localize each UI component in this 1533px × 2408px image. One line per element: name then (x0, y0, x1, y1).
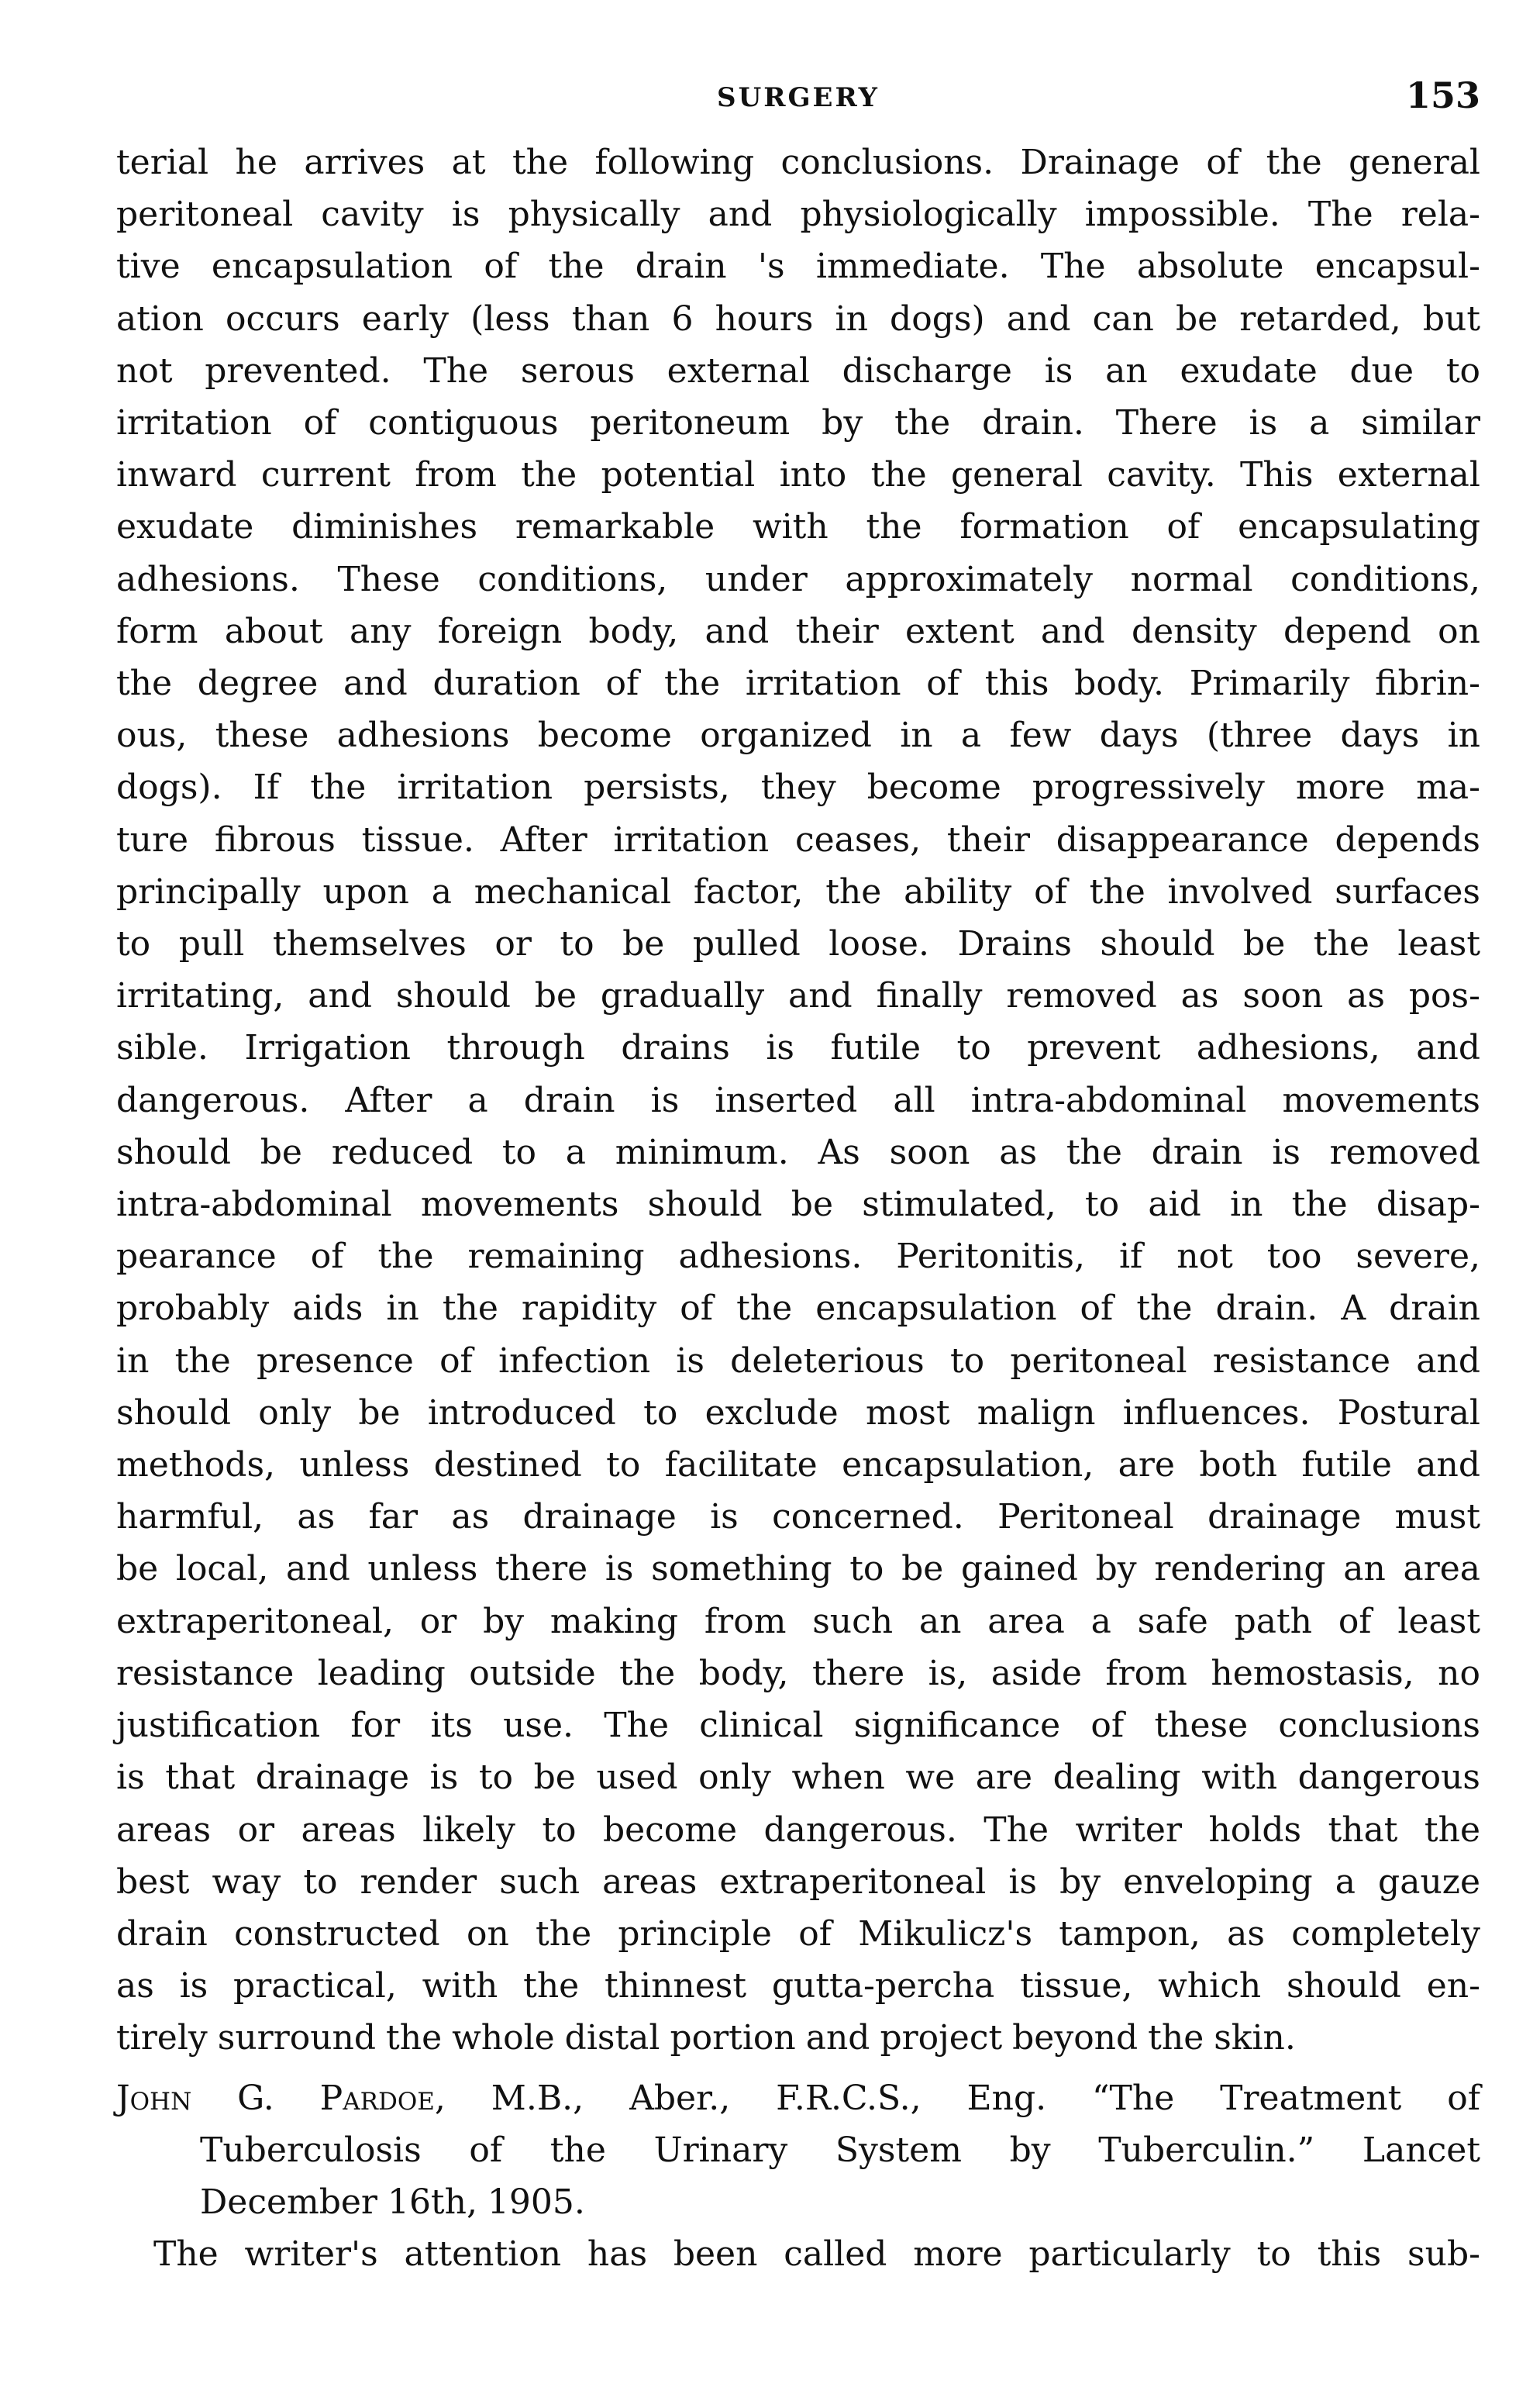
text-line: drain constructed on the principle of Mikulicz's tampon, as completely (116, 1913, 1480, 1954)
page-number: 153 (1405, 74, 1480, 116)
text-line: intra-abdominal movements should be stimulated, to aid in the disap- (116, 1185, 1480, 1225)
text-line: ture fibrous tissue. After irritation ceases, their disappearance depends (116, 819, 1480, 860)
text-line: ous, these adhesions become organized in a few days (three days in (116, 716, 1480, 756)
text-line: sible. Irrigation through drains is futile to prevent adhesions, and (116, 1028, 1480, 1068)
paragraph-start: The writer's attention has been called more particularly to this sub- (153, 2234, 1480, 2275)
text-line: exudate diminishes remarkable with the formation of encapsulating (116, 507, 1480, 547)
text-line: the degree and duration of the irritation of this body. Primarily fibrin- (116, 664, 1480, 704)
reference-line-2: Tuberculosis of the Urinary System by Tuberculin.” Lancet (200, 2130, 1480, 2170)
text-line: is that drainage is to be used only when we are dealing with dangerous (116, 1758, 1480, 1798)
text-line: tive encapsulation of the drain 's immediate. The absolute encapsul- (116, 247, 1480, 287)
text-line: adhesions. These conditions, under approximately normal conditions, (116, 559, 1480, 599)
text-line: probably aids in the rapidity of the encapsulation of the drain. A drain (116, 1289, 1480, 1329)
reference-line-3: December 16th, 1905. (200, 2182, 585, 2222)
text-line: inward current from the potential into the general cavity. This external (116, 455, 1480, 495)
reference-credentials-title: , M.B., Aber., F.R.C.S., Eng. “The Treatment of (434, 2078, 1481, 2118)
text-line: not prevented. The serous external discharge is an exudate due to (116, 350, 1480, 391)
text-line: be local, and unless there is something to be gained by rendering an area (116, 1549, 1480, 1589)
text-line: in the presence of infection is deleterious to peritoneal resistance and (116, 1340, 1480, 1381)
text-line: dogs). If the irritation persists, they become progressively more ma- (116, 768, 1480, 808)
body-text (116, 136, 1480, 2280)
text-line: best way to render such areas extraperitoneal is by enveloping a gauze (116, 1861, 1480, 1902)
text-line: pearance of the remaining adhesions. Peritonitis, if not too severe, (116, 1237, 1480, 1277)
text-line: peritoneal cavity is physically and physiologically impossible. The rela- (116, 195, 1480, 235)
text-line: irritating, and should be gradually and finally removed as soon as pos- (116, 976, 1480, 1016)
text-line: methods, unless destined to facilitate encapsulation, are both futile and (116, 1445, 1480, 1485)
running-head (116, 71, 1480, 126)
text-line: ation occurs early (less than 6 hours in dogs) and can be retarded, but (116, 298, 1480, 339)
text-line: to pull themselves or to be pulled loose. Drains should be the least (116, 924, 1480, 964)
text-line: harmful, as far as drainage is concerned. Peritoneal drainage must (116, 1497, 1480, 1537)
text-line: dangerous. After a drain is inserted all intra-abdominal movements (116, 1080, 1480, 1120)
text-line: resistance leading outside the body, there is, aside from hemostasis, no (116, 1653, 1480, 1693)
paragraph-drainage-conclusions (116, 136, 1480, 2065)
text-line: form about any foreign body, and their extent and density depend on (116, 611, 1480, 651)
reference-author: John G. Pardoe (116, 2078, 435, 2118)
text-line: as is practical, with the thinnest gutta-percha tissue, which should en- (116, 1966, 1480, 2006)
text-line: should only be introduced to exclude most malign influences. Postural (116, 1392, 1480, 1433)
bibliographic-reference (116, 2072, 1480, 2229)
running-title: SURGERY (717, 82, 880, 113)
text-line: extraperitoneal, or by making from such an area a safe path of least (116, 1601, 1480, 1641)
reference-line-1 (116, 2072, 1480, 2124)
text-line: principally upon a mechanical factor, the ability of the involved surfaces (116, 871, 1480, 912)
text-line: should be reduced to a minimum. As soon as the drain is removed (116, 1132, 1480, 1172)
text-line: terial he arrives at the following conclusions. Drainage of the general (116, 143, 1480, 182)
text-line: tirely surround the whole distal portion and project beyond the skin. (116, 2018, 1296, 2058)
text-line: areas or areas likely to become dangerous. The writer holds that the (116, 1809, 1480, 1850)
text-line: justification for its use. The clinical significance of these conclusions (116, 1706, 1480, 1746)
text-line: irritation of contiguous peritoneum by the drain. There is a similar (116, 403, 1480, 443)
